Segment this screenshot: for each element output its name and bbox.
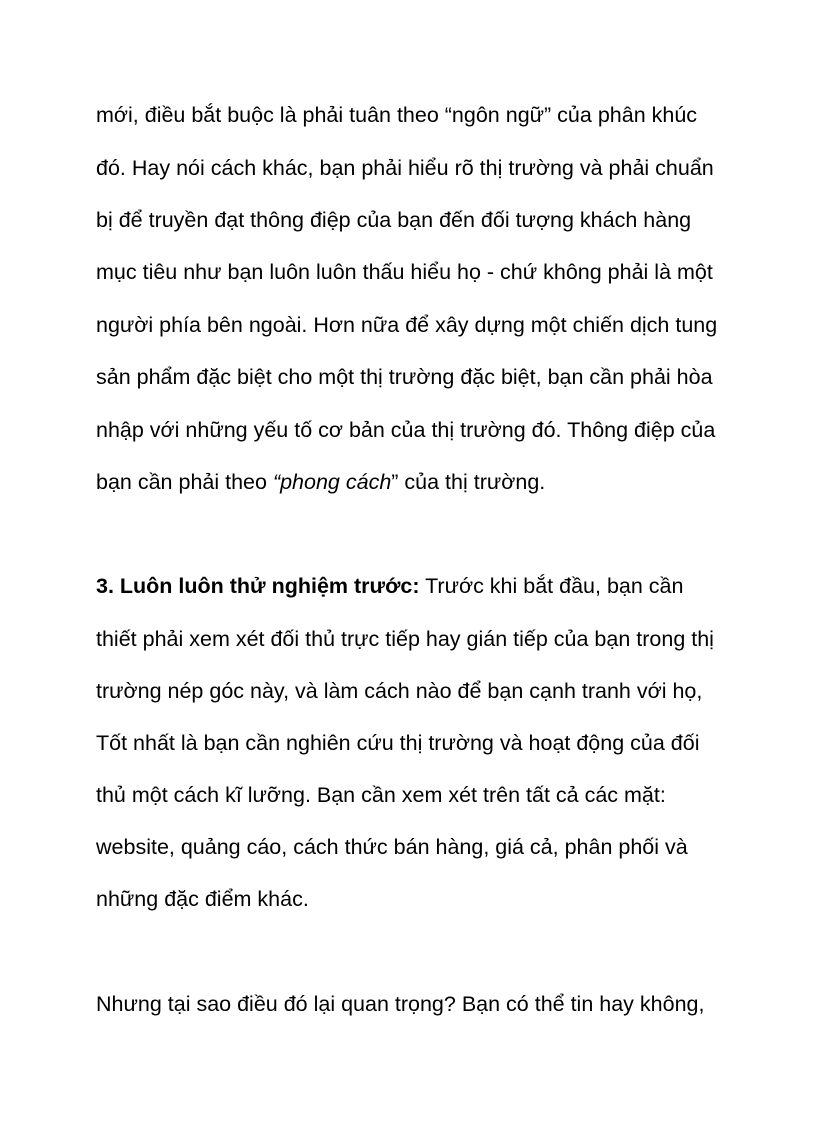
paragraph-1-line-3: bị để truyền đạt thông điệp của bạn đến đối tượng khách hàng: [96, 208, 692, 232]
paragraph-3-line-1: Nhưng tại sao điều đó lại quan trọng? Bạn có thể tin hay không,: [96, 992, 705, 1016]
paragraph-1-line-2: đó. Hay nói cách khác, bạn phải hiểu rõ thị trường và phải chuẩn: [96, 156, 714, 180]
italic-phrase: “phong cách: [272, 470, 392, 494]
paragraph-1-line-8-end: ” của thị trường.: [391, 470, 546, 494]
paragraph-2-line-5: thủ một cách kĩ lưỡng. Bạn cần xem xét trên tất cả các mặt:: [96, 783, 666, 807]
paragraph-1-line-7: nhập với những yếu tố cơ bản của thị trường đó. Thông điệp của: [96, 418, 716, 442]
paragraph-2-line-3: trường nép góc này, và làm cách nào để bạn cạnh tranh với họ,: [96, 679, 703, 703]
paragraph-1-line-8-start: bạn cần phải theo: [96, 470, 273, 494]
paragraph-1-line-4: mục tiêu như bạn luôn luôn thấu hiểu họ - chứ không phải là một: [96, 260, 713, 284]
section-heading: 3. Luôn luôn thử nghiệm trước:: [96, 574, 420, 598]
paragraph-1-line-5: người phía bên ngoài. Hơn nữa để xây dựng một chiến dịch tung: [96, 313, 718, 337]
paragraph-2-line-2: thiết phải xem xét đối thủ trực tiếp hay gián tiếp của bạn trong thị: [96, 627, 714, 651]
paragraph-1-line-1: mới, điều bắt buộc là phải tuân theo “ngôn ngữ” của phân khúc: [96, 103, 698, 127]
paragraph-2-line-1-rest: Trước khi bắt đầu, bạn cần: [419, 574, 684, 598]
paragraph-1-line-8: [96, 469, 545, 495]
paragraph-2-line-1: [96, 573, 683, 599]
paragraph-2-line-7: những đặc điểm khác.: [96, 887, 309, 911]
paragraph-2-line-4: Tốt nhất là bạn cần nghiên cứu thị trường và hoạt động của đối: [96, 731, 700, 755]
paragraph-2-line-6: website, quảng cáo, cách thức bán hàng, giá cả, phân phối và: [96, 835, 688, 859]
paragraph-1-line-6: sản phẩm đặc biệt cho một thị trường đặc biệt, bạn cần phải hòa: [96, 365, 713, 389]
